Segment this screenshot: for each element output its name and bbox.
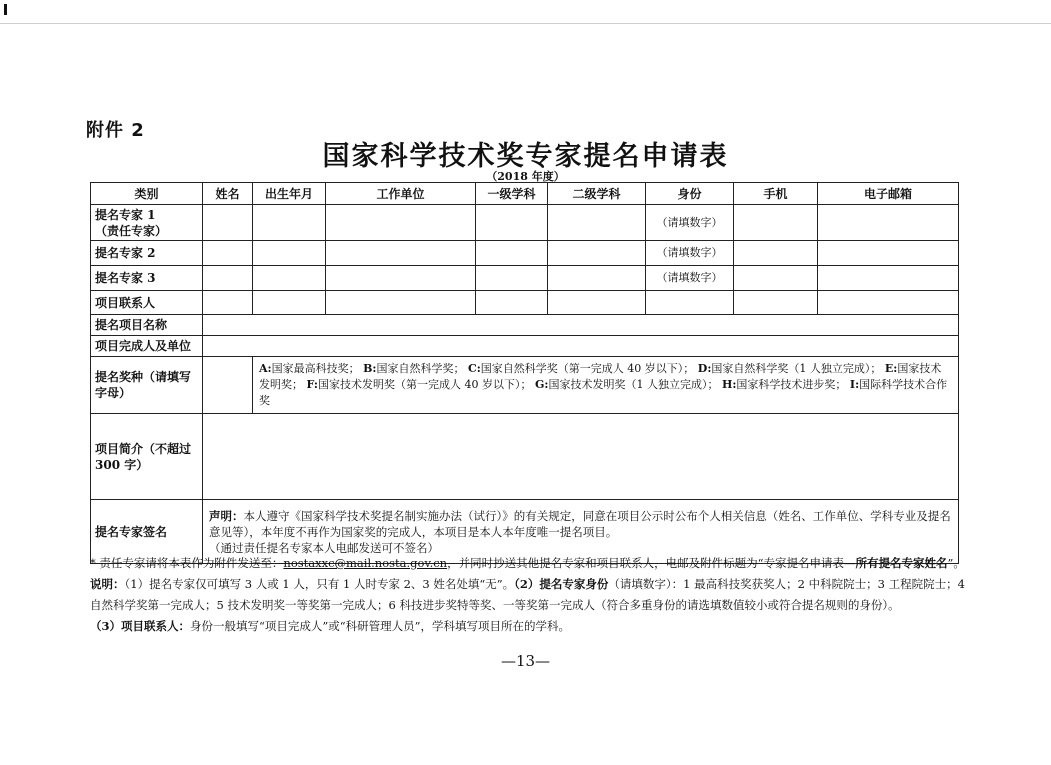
contact-primary-cell[interactable] [476, 291, 548, 315]
expert-3-employer-cell[interactable] [326, 266, 476, 291]
award-option: F:国家技术发明奖（第一完成人 40 岁以下）； [306, 378, 532, 391]
project-contact-row [91, 291, 959, 315]
award-option: A:国家最高科技奖； [259, 362, 360, 375]
award-option: D:国家自然科学奖（1 人独立完成）； [697, 362, 882, 375]
expert-1-subtitle: （责任专家） [95, 223, 168, 238]
scan-mark [4, 4, 7, 15]
declaration-text [209, 508, 952, 540]
expert-1-title: 提名专家 1 [95, 207, 156, 222]
contact-secondary-cell[interactable] [548, 291, 646, 315]
expert-1-primary-cell[interactable] [476, 205, 548, 241]
expert-3-email-cell[interactable] [818, 266, 959, 291]
expert-3-identity-cell[interactable]: （请填数字） [646, 266, 734, 291]
header-category: 类别 [91, 183, 203, 205]
project-completers-label: 项目完成人及单位 [91, 336, 203, 357]
expert-1-email-cell[interactable] [818, 205, 959, 241]
header-identity: 身份 [646, 183, 734, 205]
header-row [91, 183, 959, 205]
project-contact-label: 项目联系人 [91, 291, 203, 315]
footnotes [90, 553, 965, 637]
expert-1-row [91, 205, 959, 241]
declaration-body: 本人遵守《国家科学技术奖提名制实施办法（试行）》的有关规定，同意在项目公示时公布个人相关信息（姓名、工作单位、学科专业及提名意见等），本年度不再作为国家奖的完成人，本项目是本人本年度唯一提名项目。 [209, 508, 951, 539]
explanation-note-3: （3）项目联系人：身份一般填写“项目完成人”或“科研管理人员”，学科填写项目所在的学科。 [90, 619, 571, 633]
expert-2-row [91, 241, 959, 266]
header-email: 电子邮箱 [818, 183, 959, 205]
award-option: H:国家科学技术进步奖； [721, 378, 847, 391]
expert-1-identity-cell[interactable]: （请填数字） [646, 205, 734, 241]
expert-3-name-cell[interactable] [203, 266, 253, 291]
header-phone: 手机 [734, 183, 818, 205]
award-option: E:国家技术发明奖； [259, 362, 942, 391]
award-type-row [91, 357, 959, 414]
year-label: （2018 年度） [486, 170, 565, 183]
expert-1-employer-cell[interactable] [326, 205, 476, 241]
project-completers-row [91, 336, 959, 357]
scan-edge-line [0, 23, 1051, 24]
header-birth: 出生年月 [253, 183, 326, 205]
project-name-cell[interactable] [203, 315, 959, 336]
expert-3-phone-cell[interactable] [734, 266, 818, 291]
award-type-input-cell[interactable] [203, 357, 253, 414]
expert-1-secondary-cell[interactable] [548, 205, 646, 241]
award-type-label: 提名奖种（请填写字母） [91, 357, 203, 414]
attachment-label: 附件 2 [86, 120, 145, 141]
expert-3-secondary-cell[interactable] [548, 266, 646, 291]
expert-2-identity-cell[interactable]: （请填数字） [646, 241, 734, 266]
project-name-label: 提名项目名称 [91, 315, 203, 336]
expert-1-birth-cell[interactable] [253, 205, 326, 241]
signature-label: 提名专家签名 [91, 500, 203, 564]
declaration-note: （通过责任提名专家本人电邮发送可不签名） [209, 540, 439, 555]
expert-3-primary-cell[interactable] [476, 266, 548, 291]
nomination-form-table [90, 182, 959, 564]
contact-identity-cell[interactable] [646, 291, 734, 315]
project-intro-cell[interactable] [203, 414, 959, 500]
expert-2-birth-cell[interactable] [253, 241, 326, 266]
award-option: I:国际科学技术合作奖 [259, 378, 948, 407]
expert-2-name-cell[interactable] [203, 241, 253, 266]
award-options [253, 357, 959, 414]
declaration-prefix: 声明： [209, 508, 244, 523]
expert-2-primary-cell[interactable] [476, 241, 548, 266]
expert-3-row [91, 266, 959, 291]
project-name-row [91, 315, 959, 336]
contact-birth-cell[interactable] [253, 291, 326, 315]
award-option: C:国家自然科学奖（第一完成人 40 岁以下）； [467, 362, 695, 375]
award-option: G:国家技术发明奖（1 人独立完成）； [534, 378, 719, 391]
form-title: 国家科学技术奖专家提名申请表 [322, 141, 729, 172]
project-intro-label: 项目简介（不超过 300 字） [91, 414, 203, 500]
header-secondary-discipline: 二级学科 [548, 183, 646, 205]
expert-1-label [91, 205, 203, 241]
expert-1-name-cell[interactable] [203, 205, 253, 241]
project-completers-cell[interactable] [203, 336, 959, 357]
contact-phone-cell[interactable] [734, 291, 818, 315]
expert-1-phone-cell[interactable] [734, 205, 818, 241]
expert-2-email-cell[interactable] [818, 241, 959, 266]
expert-2-label: 提名专家 2 [91, 241, 203, 266]
expert-2-employer-cell[interactable] [326, 241, 476, 266]
submit-email-link[interactable]: nostaxxc@mail.nosta.gov.cn [283, 556, 448, 570]
contact-name-cell[interactable] [203, 291, 253, 315]
page-number: —13— [500, 652, 551, 670]
expert-3-label: 提名专家 3 [91, 266, 203, 291]
award-option: B:国家自然科学奖； [363, 362, 465, 375]
project-intro-row [91, 414, 959, 500]
expert-2-secondary-cell[interactable] [548, 241, 646, 266]
contact-employer-cell[interactable] [326, 291, 476, 315]
contact-email-cell[interactable] [818, 291, 959, 315]
explanation-note: 说明：（1）提名专家仅可填写 3 人或 1 人，只有 1 人时专家 2、3 姓名处填“无”。（2）提名专家身份（请填数字）：1 最高科技奖获奖人；2 中科院院士；3 工程院院士；4 自然科学奖第一完成人；5 技术发明奖一等奖第一完成人；6 科技进步奖特等奖、一等奖第一完成人（符合多重身份的请选填数值较小或符合提名规则的身份）。 [90, 577, 965, 612]
header-name: 姓名 [203, 183, 253, 205]
expert-3-birth-cell[interactable] [253, 266, 326, 291]
header-employer: 工作单位 [326, 183, 476, 205]
header-primary-discipline: 一级学科 [476, 183, 548, 205]
expert-2-phone-cell[interactable] [734, 241, 818, 266]
submit-note: * 责任专家请将本表作为附件发送至：nostaxxc@mail.nosta.gov.cn，并同时抄送其他提名专家和项目联系人，电邮及附件标题为“专家提名申请表—所有提名专家姓名”。 [90, 556, 965, 570]
